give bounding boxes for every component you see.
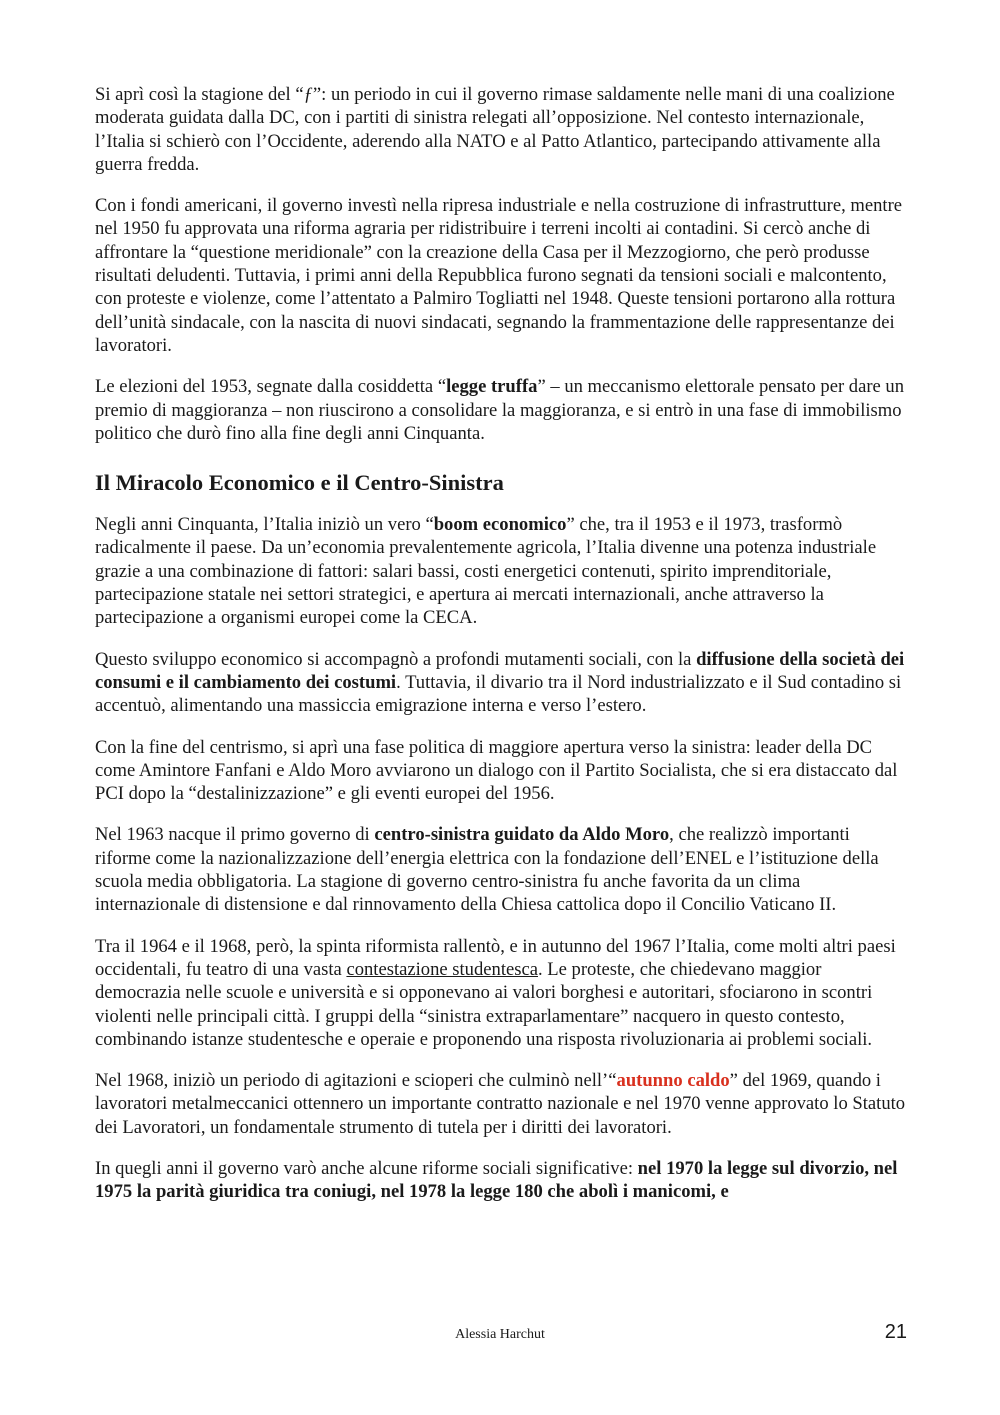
text-run: Si aprì così la stagione del “ [95,84,304,105]
paragraph-fine-centrismo: Con la fine del centrismo, si aprì una fase politica di maggiore apertura verso la sinistra: leader della DC come Amintore Fanfani e Aldo Moro avviarono un dialogo con il Partito Socialista, che si era distaccato dal PCI dopo la “destalinizzazione” e gli eventi europei del 1956. [95,736,898,805]
text-run-underlined: contestazione studentesca [346,958,538,980]
text-run-bold: nel 1970 la legge sul divorzio, nel 1975 la parità giuridica tra coniugi, nel 1978 la legge 180 che abolì i manicomi, e [95,1157,898,1203]
text-run-bold: centro-sinistra guidato da Aldo Moro [374,824,670,846]
text-run: Le elezioni del 1953, segnate dalla cosiddetta “ [95,376,447,398]
text-run: Negli anni Cinquanta, l’Italia iniziò un vero “ [95,514,434,536]
paragraph-boom-economico [95,513,907,629]
paragraph-centrismo [95,83,907,176]
paragraph-contestazione [95,935,907,1051]
text-run: ” – un meccanismo elettorale pensato per dare un premio di maggioranza – non riuscirono a consolidare la maggioranza, e si entrò in una fase di immobilismo politico che durò fino alla fine degli anni Cinquanta. [95,376,905,444]
footer-author: Alessia Harchut [455,1327,545,1342]
text-run: ” che, tra il 1953 e il 1973, trasformò radicalmente il paese. Da un’economia prevalentemente agricola, l’Italia divenne una potenza industriale grazie a una combinazione di fattori: salari bassi, costi energetici contenuti, spirito imprenditoriale, partecipazione statale nei settori strategici, e apertura ai mercati internazionali, anche attraverso la partecipazione a organismi europei come la CECA. [95,514,877,629]
page-number: 21 [884,1321,907,1343]
text-run: . Tuttavia, il divario tra il Nord industrializzato e il Sud contadino si accentuò, alimentando una massiccia emigrazione interna e verso l’estero. [95,671,902,717]
paragraph-mutamenti-sociali [95,648,907,718]
text-run-italic: ƒ [303,84,313,105]
paragraph-riforme-sociali [95,1157,907,1204]
text-run: ”: un periodo in cui il governo rimase saldamente nelle mani di una coalizione moderata guidata dalla DC, con i partiti di sinistra relegati all’opposizione. Nel contesto internazionale, l’Italia si schierò con l’Occidente, aderendo alla NATO e al Patto Atlantico, partecipando attivamente alla guerra fredda. [95,84,895,175]
page-body [95,83,907,1222]
text-run: ” del 1969, quando i lavoratori metalmeccanici ottennero un importante contratto nazionale e nel 1970 venne approvato lo Statuto dei Lavoratori, un fondamentale strumento di tutela per i diritti dei lavoratori. [95,1070,906,1138]
text-run-bold: diffusione della società dei consumi e il cambiamento dei costumi [95,648,905,693]
text-run: Tra il 1964 e il 1968, però, la spinta riformista rallentò, e in autunno del 1967 l’Italia, come molti altri paesi occidentali, fu teatro di una vasta [95,935,896,980]
text-run: Nel 1968, iniziò un periodo di agitazioni e scioperi che culminò nell’“ [95,1070,617,1092]
text-run-bold: boom economico [433,514,567,536]
text-run-red-bold: autunno caldo [616,1070,730,1092]
paragraph-fondi-americani: Con i fondi americani, il governo investì nella ripresa industriale e nella costruzione di infrastrutture, mentre nel 1950 fu approvata una riforma agraria per ridistribuire i terreni incolti ai contadini. Si cercò anche di affrontare la “questione meridionale” con la creazione della Casa per il Mezzogiorno, che però produsse risultati deludenti. Tuttavia, i primi anni della Repubblica furono segnati da tensioni sociali e malcontento, con proteste e violenze, come l’attentato a Palmiro Togliatti nel 1948. Queste tensioni portarono alla rottura dell’unità sindacale, con la nascita di nuovi sindacati, segnando la frammentazione delle rappresentanze dei lavoratori. [95,195,903,356]
paragraph-elezioni-1953 [95,375,907,445]
text-run: . Le proteste, che chiedevano maggior democrazia nelle scuole e università e si opponevano ai valori borghesi e autoritari, sfociarono in scontri violenti nelle principali città. I gruppi della “sinistra extraparlamentare” nacquero in questo contesto, combinando istanze studentesche e operaie e proponendo una risposta rivoluzionaria ai problemi sociali. [95,958,873,1050]
text-run-bold: legge truffa [446,376,538,398]
text-run: , che realizzò importanti riforme come la nazionalizzazione dell’energia elettrica con la fondazione dell’ENEL e l’istituzione della scuola media obbligatoria. La stagione di governo centro-sinistra fu anche favorita da un clima internazionale di distensione e dal rinnovamento della Chiesa cattolica dopo il Concilio Vaticano II. [95,824,879,916]
section-heading: Il Miracolo Economico e il Centro-Sinistra [95,470,504,496]
text-run: Questo sviluppo economico si accompagnò a profondi mutamenti sociali, con la [95,648,697,670]
text-run: Nel 1963 nacque il primo governo di [95,824,375,846]
paragraph-governo-moro [95,823,907,916]
text-run: In quegli anni il governo varò anche alcune riforme sociali significative: [95,1157,638,1179]
paragraph-autunno-caldo [95,1069,907,1139]
